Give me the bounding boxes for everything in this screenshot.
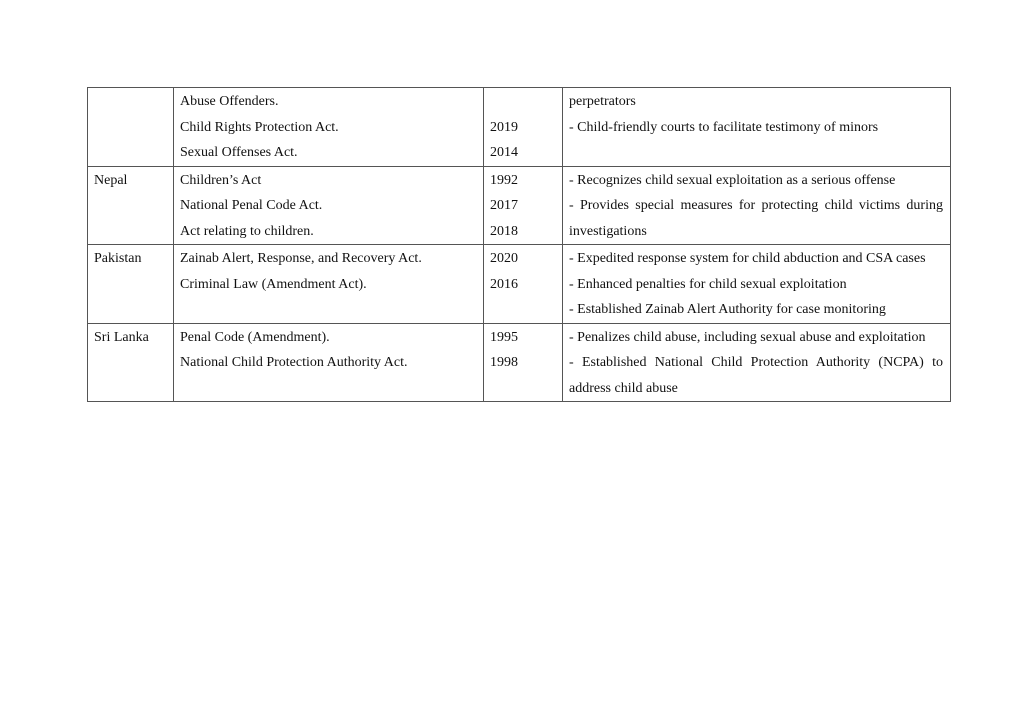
act-name: Penal Code (Amendment). xyxy=(180,329,330,345)
act-name: Act relating to children. xyxy=(180,223,314,239)
acts-cell xyxy=(174,323,484,402)
act-name: Zainab Alert, Response, and Recovery Act. xyxy=(180,251,422,266)
provision-text: - Expedited response system for child abduction and CSA cases xyxy=(569,251,926,266)
provision-text: - Provides special measures for protecting child victims during investigations xyxy=(569,198,943,239)
country-name: Sri Lanka xyxy=(94,329,149,345)
legislation-table xyxy=(87,87,951,402)
years-cell xyxy=(484,88,563,167)
act-year: 2017 xyxy=(490,198,518,213)
acts-cell xyxy=(174,166,484,245)
provisions-cell xyxy=(563,245,951,324)
acts-cell xyxy=(174,88,484,167)
provisions-cell xyxy=(563,323,951,402)
year-blank xyxy=(490,89,562,115)
table-row xyxy=(88,245,951,324)
acts-cell xyxy=(174,245,484,324)
table-row xyxy=(88,88,951,167)
act-year: 1992 xyxy=(490,172,518,188)
act-year: 2019 xyxy=(490,119,518,135)
table-row xyxy=(88,323,951,402)
years-cell xyxy=(484,323,563,402)
table-row xyxy=(88,166,951,245)
years-cell xyxy=(484,245,563,324)
provision-text: - Penalizes child abuse, including sexual abuse and exploitation xyxy=(569,329,926,345)
act-year: 2018 xyxy=(490,223,518,239)
act-year: 2016 xyxy=(490,276,518,292)
years-cell xyxy=(484,166,563,245)
act-name: Sexual Offenses Act. xyxy=(180,145,298,160)
provision-text: - Child-friendly courts to facilitate testimony of minors xyxy=(569,119,879,135)
act-name: Abuse Offenders. xyxy=(180,94,279,109)
provisions-cell xyxy=(563,88,951,167)
provision-text: - Established Zainab Alert Authority for case monitoring xyxy=(569,302,886,317)
country-cell xyxy=(88,323,174,402)
provision-text: perpetrators xyxy=(569,94,636,109)
country-cell xyxy=(88,245,174,324)
provisions-cell xyxy=(563,166,951,245)
act-name: National Child Protection Authority Act. xyxy=(180,355,408,370)
provision-text: - Recognizes child sexual exploitation as a serious offense xyxy=(569,172,896,188)
act-name: Children’s Act xyxy=(180,172,262,188)
provision-text: - Established National Child Protection Authority (NCPA) to address child abuse xyxy=(569,355,943,396)
country-cell xyxy=(88,88,174,167)
country-name: Pakistan xyxy=(94,251,142,266)
act-name: Child Rights Protection Act. xyxy=(180,119,339,135)
act-year: 2014 xyxy=(490,145,518,160)
act-year: 1998 xyxy=(490,355,518,370)
act-name: National Penal Code Act. xyxy=(180,198,323,213)
act-year: 2020 xyxy=(490,251,518,266)
provision-text: - Enhanced penalties for child sexual exploitation xyxy=(569,276,847,292)
country-cell xyxy=(88,166,174,245)
act-name: Criminal Law (Amendment Act). xyxy=(180,276,367,292)
country-name: Nepal xyxy=(94,172,128,188)
act-year: 1995 xyxy=(490,329,518,345)
